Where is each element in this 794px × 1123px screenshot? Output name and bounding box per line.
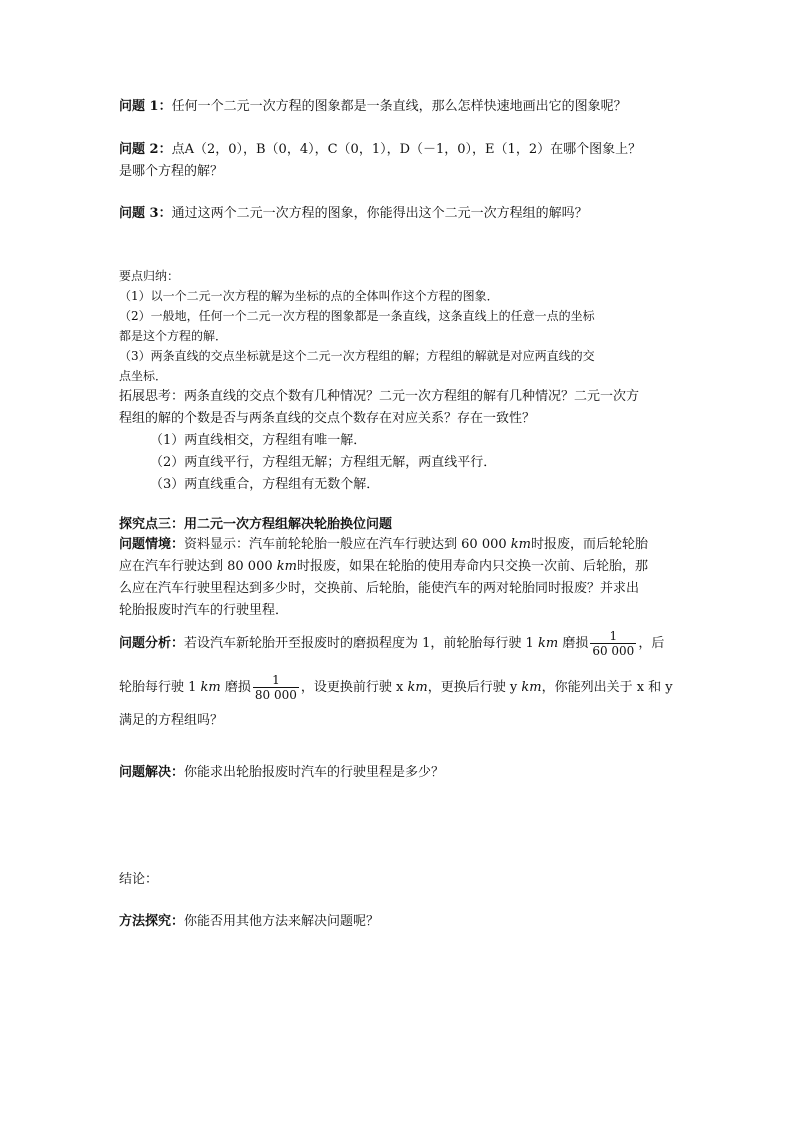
question-2 [119, 139, 679, 183]
situation-label: 问题情境： [119, 537, 185, 552]
question-2-line1: 点A（2，0），B（0，4），C（0，1），D（－1，0），E（1，2）在哪个图象上？ [171, 142, 642, 157]
key-point-3a: （3）两条直线的交点坐标就是这个二元一次方程组的解；方程组的解就是对应两直线的交 [119, 349, 595, 363]
unit-km: km [200, 680, 221, 695]
question-3-label: 问题 3： [119, 206, 172, 221]
extend-line1: 两条直线的交点个数有几种情况？二元一次方程组的解有几种情况？二元一次方 [184, 389, 640, 404]
situation-line4: 轮胎报废时汽车的行驶里程． [119, 603, 289, 618]
problem-solve [119, 762, 679, 784]
analysis-line1a: 若设汽车新轮胎开至报废时的磨损程度为 1，前轮胎每行驶 1 [184, 636, 538, 651]
situation-line1b: 时报废，而后轮轮胎 [531, 537, 649, 552]
analysis-line1c: ，后 [638, 636, 665, 651]
problem-situation [119, 534, 679, 622]
unit-km: km [510, 537, 531, 552]
problem-analysis [119, 622, 679, 732]
key-point-2a: （2）一般地，任何一个二元一次方程的图象都是一条直线，这条直线上的任意一点的坐标 [119, 309, 595, 323]
question-3-text: 通过这两个二元一次方程的图象，你能得出这个二元一次方程组的解吗？ [171, 206, 588, 221]
key-point-3b: 点坐标． [119, 369, 168, 383]
fraction-numerator: 1 [272, 673, 280, 687]
analysis-line2d: ，更换后行驶 y [427, 680, 522, 695]
question-2-label: 问题 2： [119, 142, 172, 157]
method-text: 你能否用其他方法来解决问题呢？ [184, 914, 380, 929]
situation-line2a: 应在汽车行驶达到 80 000 [119, 559, 277, 574]
case-3: （3）两直线重合，方程组有无数个解． [150, 477, 380, 492]
explore-point-3-title: 探究点三：用二元一次方程组解决轮胎换位问题 [119, 517, 393, 532]
analysis-line3: 满足的方程组吗？ [119, 713, 224, 728]
conclusion-label: 结论： [119, 872, 159, 887]
situation-line2b: 时报废，如果在轮胎的使用寿命内只交换一次前、后轮胎，那 [296, 559, 648, 574]
solve-label: 问题解决： [119, 765, 185, 780]
question-3 [119, 203, 679, 225]
key-points-title: 要点归纳： [119, 269, 180, 283]
analysis-line2b: 磨损 [220, 680, 251, 695]
unit-km: km [521, 680, 542, 695]
solve-text: 你能求出轮胎报废时汽车的行驶里程是多少？ [184, 765, 445, 780]
method-label: 方法探究： [119, 914, 185, 929]
fraction-denominator: 60 000 [592, 644, 635, 658]
fraction-1-over-80000 [253, 673, 299, 702]
fraction-numerator: 1 [609, 629, 618, 643]
question-1 [119, 96, 679, 118]
question-1-text: 任何一个二元一次方程的图象都是一条直线，那么怎样快速地画出它的图象呢？ [171, 99, 627, 114]
key-point-2b: 都是这个方程的解． [119, 329, 228, 343]
analysis-line2e: ，你能列出关于 x 和 y [541, 680, 673, 695]
analysis-label: 问题分析： [119, 636, 185, 651]
case-2: （2）两直线平行，方程组无解；方程组无解，两直线平行． [150, 455, 497, 470]
analysis-line2c: ，设更换前行驶 x [300, 680, 408, 695]
case-1: （1）两直线相交，方程组有唯一解． [150, 433, 367, 448]
fraction-1-over-60000 [590, 629, 636, 658]
unit-km: km [276, 559, 297, 574]
key-points [119, 266, 679, 386]
extend-thinking [119, 386, 679, 430]
conclusion [119, 869, 679, 891]
analysis-line2a: 轮胎每行驶 1 [119, 680, 201, 695]
extend-label: 拓展思考： [119, 389, 185, 404]
question-1-label: 问题 1： [119, 99, 172, 114]
extend-line2: 程组的解的个数是否与两条直线的交点个数存在对应关系？存在一致性？ [119, 411, 536, 426]
key-point-1: （1）以一个二元一次方程的解为坐标的点的全体叫作这个方程的图象． [119, 289, 499, 303]
unit-km: km [407, 680, 428, 695]
situation-line1a: 资料显示：汽车前轮轮胎一般应在汽车行驶达到 60 000 [184, 537, 511, 552]
unit-km: km [537, 636, 559, 651]
situation-line3: 么应在汽车行驶里程达到多少时，交换前、后轮胎，能使汽车的两对轮胎同时报废？并求出 [119, 581, 640, 596]
question-2-line2: 是哪个方程的解？ [119, 164, 224, 179]
analysis-line1b: 磨损 [558, 636, 589, 651]
fraction-denominator: 80 000 [254, 688, 297, 702]
method-explore [119, 911, 679, 933]
